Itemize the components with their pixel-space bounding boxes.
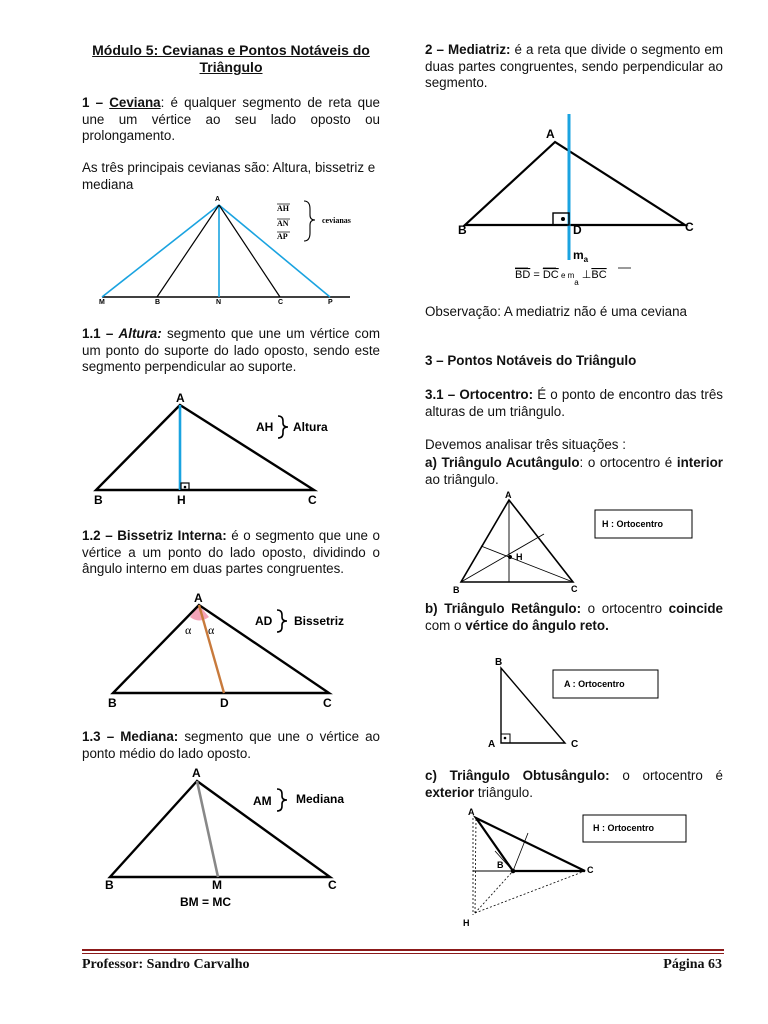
- ret-label: b) Triângulo Retângulo:: [425, 601, 582, 616]
- ortocentro-num: 3.1 –: [425, 387, 460, 402]
- acut-text1: : o ortocentro é: [579, 455, 677, 470]
- ortocentro-text: É o ponto de encontro das três alturas de um triângulo.: [425, 387, 723, 419]
- mediatriz-label-d: D: [573, 223, 582, 237]
- footer-page-number: Página 63: [663, 957, 722, 972]
- ret-box-label: A : Ortocentro: [564, 679, 625, 689]
- altura-text: segmento que une um vértice com um ponto do suporte do lado oposto, sendo este segmento perpendicular ao suporte.: [82, 326, 380, 374]
- obtus-label-b: B: [497, 860, 504, 870]
- mediatriz-label-c: C: [685, 220, 694, 234]
- obtus-text2: triângulo.: [474, 784, 533, 800]
- altura-num: 1.1 –: [82, 326, 119, 341]
- acut-label: a) Triângulo Acutângulo: [425, 455, 580, 470]
- ceviana-label-b: B: [155, 299, 161, 306]
- mediatriz-term: Mediatriz:: [447, 42, 511, 57]
- bissetriz-figure: [82, 590, 382, 710]
- obtus-bold: exterior: [425, 784, 475, 800]
- brace-label-cevianas: cevianas: [322, 216, 351, 225]
- bissetriz-label-b: B: [108, 696, 117, 710]
- mediatriz-num: 2 –: [425, 42, 448, 57]
- acut-box-label: H : Ortocentro: [602, 519, 664, 529]
- module-title: Módulo 5: Cevianas e Pontos Notáveis do Triângulo: [92, 42, 370, 75]
- altura-paragraph: [82, 326, 380, 376]
- pontos-notaveis-title: 3 – Pontos Notáveis do Triângulo: [425, 353, 637, 368]
- devemos-text: Devemos analisar três situações :: [425, 437, 626, 452]
- mediana-paragraph: [82, 729, 380, 762]
- mediana-label-b: B: [105, 878, 114, 892]
- bissetriz-alpha-right: α: [208, 623, 215, 637]
- ceviana-num: 1 –: [82, 95, 110, 110]
- obtusangulo-figure: [425, 805, 725, 930]
- acut-text2: ao triângulo.: [425, 471, 499, 487]
- mediatriz-figure: [425, 112, 725, 292]
- ceviana-paragraph: [82, 95, 380, 145]
- observacao-text: Observação: A mediatriz não é uma ceviana: [425, 304, 688, 319]
- obtus-text1: o ortocentro é: [609, 768, 723, 783]
- mediana-label-m: M: [212, 878, 222, 892]
- bissetriz-alpha-left: α: [185, 623, 192, 637]
- ret-bold2: vértice do ângulo reto.: [465, 617, 609, 633]
- bissetriz-name: Bissetriz: [294, 614, 345, 628]
- mediatriz-text: é a reta que divide o segmento em duas partes congruentes, sendo perpendicular ao segmento.: [425, 42, 723, 90]
- mediana-label-c: C: [328, 878, 337, 892]
- ceviana-label-c: C: [278, 299, 284, 306]
- ret-label-c: C: [571, 739, 579, 750]
- bissetriz-label-d: D: [220, 696, 229, 710]
- mediatriz-label-m: $m_a$: [573, 248, 589, 264]
- ret-text1: o ortocentro: [581, 601, 669, 616]
- altura-term: Altura:: [118, 326, 162, 341]
- mediatriz-label-b: B: [458, 223, 467, 237]
- footer-divider-thick: [82, 949, 724, 951]
- bissetriz-text: é o segmento que une o vértice a um ponto do lado oposto, dividindo o ângulo interno em duas partes congruentes.: [82, 528, 380, 576]
- ceviana-vertex-a: A: [215, 196, 221, 203]
- altura-seg-ah: AH: [256, 420, 274, 434]
- tres-cevianas-text: As três principais cevianas são: Altura, bissetriz e mediana: [82, 160, 376, 192]
- mediana-equation: BM = MC: [180, 895, 231, 909]
- acutangulo-paragraph: [425, 455, 723, 488]
- retangulo-paragraph: [425, 601, 723, 634]
- mediatriz-equation: [515, 268, 631, 287]
- altura-label-h: H: [177, 493, 186, 507]
- mediana-name: Mediana: [296, 792, 345, 806]
- brace-icon: [304, 201, 315, 241]
- seg-an: AN: [277, 219, 289, 228]
- altura-label-a: A: [176, 391, 185, 405]
- obtus-label-c: C: [587, 865, 594, 875]
- bissetriz-paragraph: [82, 528, 380, 578]
- mediatriz-paragraph: [425, 42, 723, 92]
- ceviana-label-m: M: [99, 299, 105, 306]
- altura-name: Altura: [293, 420, 328, 434]
- retangulo-figure: [425, 650, 725, 755]
- acut-label-c: C: [571, 584, 578, 594]
- obtus-label-h: H: [463, 918, 470, 928]
- altura-brace-icon: [278, 416, 288, 438]
- ceviana-label-n: N: [216, 299, 222, 306]
- ret-text2: com o: [425, 617, 466, 633]
- obtus-label-a: A: [468, 807, 475, 817]
- mediana-num: 1.3 –: [82, 729, 121, 744]
- ortocentro-paragraph: [425, 387, 723, 420]
- svg-text:BD = DC e ma ⊥BC: BD = DC e $m_a$ ⊥BC: [515, 269, 607, 287]
- seg-ap: AP: [277, 232, 288, 241]
- cevianas-brace-group: [277, 201, 351, 241]
- mediana-text: segmento que une o vértice ao ponto médio do lado oposto.: [82, 729, 380, 761]
- acutangulo-figure: [425, 488, 725, 600]
- footer-professor: Professor: Sandro Carvalho: [82, 957, 250, 972]
- footer-divider-thin: [82, 953, 724, 954]
- bissetriz-brace-icon: [277, 610, 287, 632]
- obtusangulo-paragraph: [425, 768, 723, 801]
- ceviana-term: Ceviana: [109, 95, 161, 110]
- ret-bold1: coincide: [668, 601, 723, 616]
- ortocentro-term: Ortocentro:: [459, 387, 534, 402]
- mediana-brace-icon: [277, 789, 287, 811]
- ceviana-label-p: P: [328, 299, 333, 306]
- acut-label-b: B: [453, 585, 460, 595]
- mediana-label-a: A: [192, 766, 201, 780]
- mediana-term: Mediana:: [120, 729, 179, 744]
- seg-ah: AH: [277, 204, 289, 213]
- ret-label-a: A: [488, 739, 496, 750]
- obtus-box-label: H : Ortocentro: [593, 823, 655, 833]
- acut-label-h: H: [516, 552, 523, 562]
- altura-figure: [82, 392, 382, 512]
- altura-label-c: C: [308, 493, 317, 507]
- acut-label-a: A: [505, 490, 512, 500]
- ceviana-text: : é qualquer segmento de reta que une um vértice ao seu lado oposto ou prolongamento.: [82, 95, 380, 143]
- mediana-figure: [82, 765, 382, 915]
- cevianas-figure: [82, 195, 382, 310]
- obtus-label: c) Triângulo Obtusângulo:: [425, 768, 610, 783]
- bissetriz-seg-ad: AD: [255, 614, 273, 628]
- altura-label-b: B: [94, 493, 103, 507]
- mediatriz-label-a: A: [546, 127, 555, 141]
- bissetriz-num: 1.2 –: [82, 528, 118, 543]
- bissetriz-term: Bissetriz Interna:: [117, 528, 227, 543]
- bissetriz-label-c: C: [323, 696, 332, 710]
- ret-label-b: B: [495, 657, 503, 668]
- acut-bold: interior: [676, 455, 724, 470]
- bissetriz-label-a: A: [194, 591, 203, 605]
- mediana-seg-am: AM: [253, 794, 272, 808]
